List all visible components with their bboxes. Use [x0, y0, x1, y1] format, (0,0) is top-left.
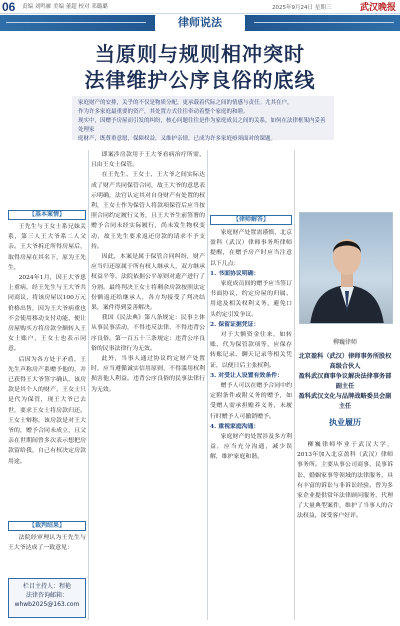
page-number: 06 [2, 0, 16, 14]
banner-stripe-right [254, 22, 394, 23]
headline-line-1: 当原则与规则相冲突时 [95, 42, 305, 66]
banner-stripe-left [6, 22, 146, 23]
case-facts-heading: 【基本案情】 [8, 210, 86, 220]
column-name: 律师说法 [155, 15, 245, 31]
lead-line: 现实中，因赠予房屋而引发的纠纷，核心问题往往是作为家庭成员之间的关系，如何在法律框架内妥善处理家 [78, 118, 326, 133]
lawyer-portrait [299, 212, 393, 324]
column-divider [88, 150, 89, 620]
paragraph: 家庭财产的处置涉及多方利益，应当充分沟通，减少误解，维护家庭和谐。 [210, 434, 292, 461]
lead-line: 庭财产，既尊重意愿，保障权益，又维护亲情，已成为许多家庭亟须面对的课题。 [78, 136, 277, 142]
bio-line: 盈科武汉商事争议解决法律事务部副主任 [298, 373, 392, 390]
column-banner [0, 15, 400, 31]
lawyer-answer-heading: 【律师解答】 [210, 215, 292, 225]
paragraph: 赠予人可以在赠予合同中约定附条件或附义务的赠予，如受赠人需承担赡养义务，未履行时赠予人可撤销赠予。 [210, 383, 292, 420]
lawyer-bio [297, 338, 393, 428]
paragraph: 法院经审理认为王先生与王大爷达成了一致意见： [8, 535, 86, 552]
paragraph: 我国《民法典》第八条规定：民事主体从事民事活动，不得违反法律，不得违背公序良俗。第一百五十三条规定：违背公序良俗的民事法律行为无效。 [91, 315, 205, 352]
paragraph: 王先生与王女士系兄妹关系，第三人王大爷系二人父亲。王大爷拆迁所得房屋后，取得房屋在其名下，原为王先生， [8, 224, 86, 271]
verdict-column [8, 533, 86, 553]
portrait-image [300, 213, 393, 324]
point-heading: 3. 对受让人设置有效条件： [210, 371, 283, 379]
bio-line: 盈科武汉文化与品牌战略委员会副主任 [298, 393, 392, 410]
headline-line-2: 法律维护公序良俗的底线 [84, 68, 316, 92]
bio-line: 北京盈科（武汉）律师事务所股权高级合伙人 [298, 353, 392, 370]
issue-date: 2025年9月24日 星期三 [272, 5, 332, 11]
paragraph: 柳巍律师毕业于武汉大学，2013年加入北京盈科（武汉）律师事务所。主要从事公司商事、民事诉讼、婚姻家事等领域的法律服务，具有丰富的诉讼与非诉讼经验。曾为多家企业提供常年法律顾问服务，代理了大量典型案件，维护了当事人的合法权益，深受客户好评。 [297, 442, 393, 520]
contact-box [8, 578, 86, 618]
career-column [297, 440, 393, 522]
analysis-column [91, 150, 205, 395]
paragraph: 在王先生、王女士、王大爷之间实际达成了财产共同保管合同，故王大爷的意思表示明确，法官认定其对自身财产有处置的权利，王女士作为保管人将款项保管后应当按照合同约定履行义务，且王大爷生前签署的赠予合同未经实际履行，尚未发生物权变动，故王先生要求返还房款的请求不予支持。 [91, 172, 205, 250]
paragraph: 家庭成员间的赠予应当签订书面协议，约定房屋的归属、用途及相关权利义务，避免口头约定引发争议。 [210, 281, 292, 318]
paragraph: 即案涉房款用于王大爷看病治疗所需，且由王女士保管。 [91, 152, 205, 169]
lawyer-name: 柳巍律师 [332, 339, 357, 346]
case-facts-column [8, 222, 86, 467]
paragraph: 对于大额资金往来，如转账、代为保管款项等，应保存转账记录、聊天记录等相关凭证，以便日后主张权利。 [210, 332, 292, 369]
paragraph: 后因为各方处于矛盾，王先生声称房产系赠予他的，并已获得王大爷签字确认，该房款是其个人的财产，王女士只是代为保管，现王大爷已去世，要求王女士将房款归还。王女士辩称，该房款是对王大爷的，赠予合同未成立，且父亲在世期间曾多次表示想把房款留给我，自己有权决定房款用途。 [8, 356, 86, 465]
verdict-heading: 【裁判结果】 [8, 521, 86, 531]
column-divider [207, 150, 208, 620]
point-heading: 2. 保留证据凭证： [210, 320, 260, 328]
masthead-logo: 武汉晚报 [359, 3, 396, 13]
column-divider [294, 150, 295, 620]
lead-line: 家庭财产的安排，关乎的不仅是物质分配，更承载着代际之间的情感与责任。尤其在户， [78, 100, 293, 106]
lawyer-answer-column [210, 228, 292, 463]
lead-box [72, 96, 334, 140]
paragraph: 家庭财产处置需谨慎，北京盈科（武汉）律师事务所律师提醒，在赠予房产时应当注意以下几点： [210, 230, 292, 267]
lead-line: 作为许多家庭最重要的资产，其处置方式往往牵动着整个家庭的和睦。 [78, 109, 249, 115]
host-name: 栏目主持人：程艳 [22, 583, 71, 590]
email-label: 法律咨询邮箱： [25, 592, 68, 599]
point-heading: 1. 书面协议明确： [210, 269, 260, 277]
paragraph: 2024年1月，因王大爷患上重病，经王先生与王大爷共同商议，将该房屋以100万元价格出售，因为王大爷病重也不会使用移动支付功能，便让房屋购买方将房款全额转入王女士账户，王女士也表示同意。 [8, 275, 86, 353]
paragraph: 此外，当事人通过协议约定财产处置时，应当遵循诚实信用原则，不得滥用权利损害他人利益。违背公序良俗的民事法律行为无效。 [91, 356, 205, 393]
editor-credits: 责编 刘鸣雁 美编 董超 校对 邓璐璐 [22, 4, 108, 10]
point-heading: 4. 重视家庭沟通： [210, 422, 260, 430]
page-header [0, 0, 400, 14]
paragraph: 因此，本案是属于保管合同纠纷，财产应当归还原属于所有权人继承人，双方继承权益平等，法院依据公平原则对遗产进行了分割。最终判决王女士将剩余房款按照法定份额返还给继承人，各方均接受了判决结果，案件得到妥善解决。 [91, 254, 205, 312]
career-heading: 执业履历 [329, 418, 361, 427]
email-address[interactable]: whwb2025@163.com [14, 601, 80, 608]
